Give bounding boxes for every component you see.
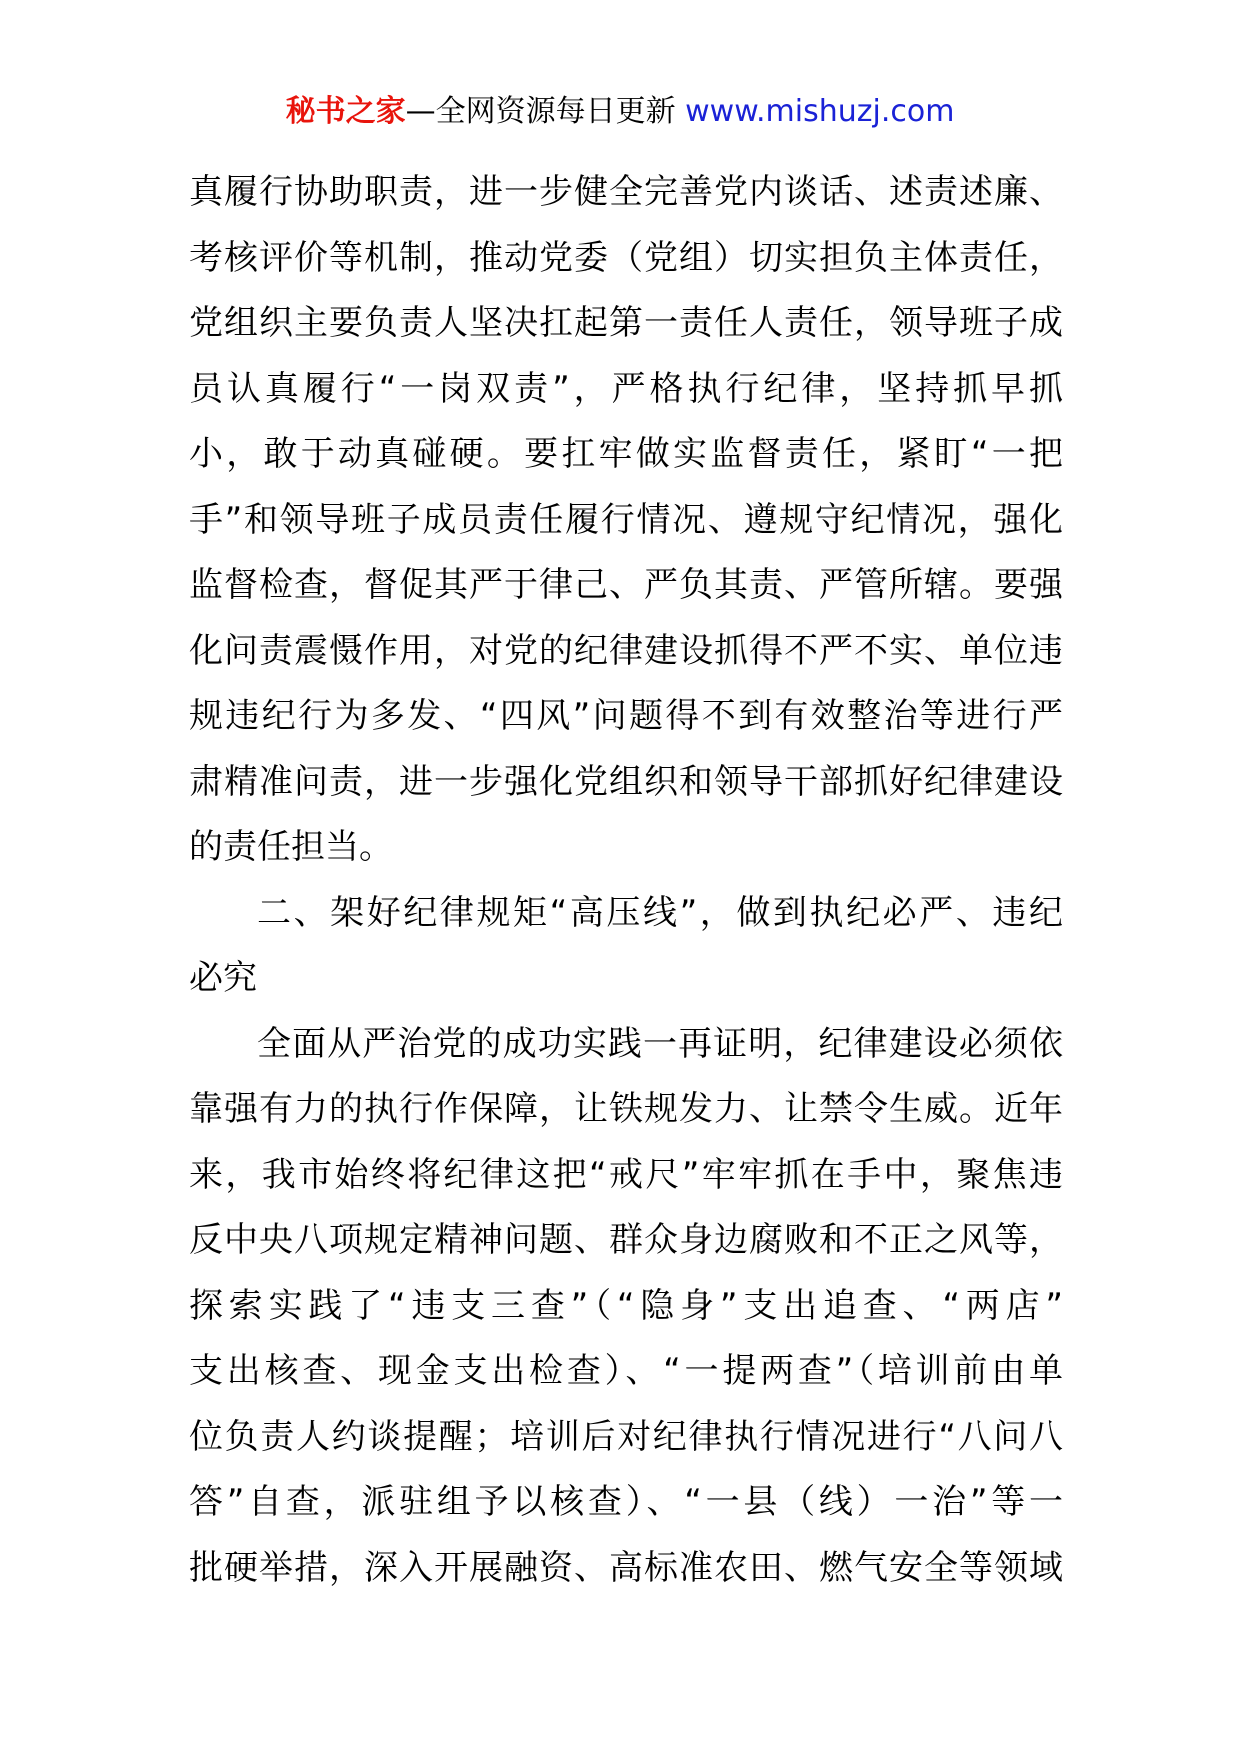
site-url-link[interactable]: www.mishuzj.com <box>685 94 955 129</box>
text-line: 规违纪行为多发、“四风”问题得不到有效整治等进行严 <box>189 696 1063 736</box>
section-heading-line: 二、架好纪律规矩“高压线”，做到执纪必严、违纪 <box>257 892 1063 933</box>
text-line: 党组织主要负责人坚决扛起第一责任人责任，领导班子成 <box>189 303 1063 343</box>
text-line: 全面从严治党的成功实践一再证明，纪律建设必须依 <box>257 1023 1063 1064</box>
text-line: 小，敢于动真碰硬。要扛牢做实监督责任，紧盯“一把 <box>189 434 1063 474</box>
text-line: 反中央八项规定精神问题、群众身边腐败和不正之风等， <box>189 1220 1063 1260</box>
text-line: 真履行协助职责，进一步健全完善党内谈话、述责述廉、 <box>189 172 1063 212</box>
text-line: 肃精准问责，进一步强化党组织和领导干部抓好纪律建设 <box>189 761 1063 802</box>
text-line: 监督检查，督促其严于律己、严负其责、严管所辖。要强 <box>189 565 1063 605</box>
site-slogan: —全网资源每日更新 <box>405 94 676 129</box>
text-line: 化问责震慑作用，对党的纪律建设抓得不严不实、单位违 <box>189 630 1063 671</box>
document-body <box>189 160 1063 1601</box>
text-line: 探索实践了“违支三查”（“隐身”支出追查、“两店” <box>189 1285 1063 1326</box>
text-line: 手”和领导班子成员责任履行情况、遵规守纪情况，强化 <box>189 499 1063 540</box>
text-line: 来，我市始终将纪律这把“戒尺”牢牢抓在手中，聚焦违 <box>189 1154 1063 1195</box>
text-line: 支出核查、现金支出检查）、“一提两查”（培训前由单 <box>189 1351 1063 1391</box>
text-line: 靠强有力的执行作保障，让铁规发力、让禁令生威。近年 <box>189 1089 1063 1129</box>
text-line: 的责任担当。 <box>189 827 393 867</box>
text-line: 批硬举措，深入开展融资、高标准农田、燃气安全等领域 <box>189 1547 1063 1588</box>
text-line: 员认真履行“一岗双责”，严格执行纪律，坚持抓早抓 <box>189 368 1063 409</box>
text-line: 考核评价等机制，推动党委（党组）切实担负主体责任， <box>189 237 1063 278</box>
text-line: 位负责人约谈提醒；培训后对纪律执行情况进行“八问八 <box>189 1416 1063 1457</box>
site-header <box>0 92 1240 132</box>
text-line: 答”自查，派驻组予以核查）、“一县（线）一治”等一 <box>189 1482 1063 1522</box>
site-brand: 秘书之家 <box>285 94 406 129</box>
section-heading-line: 必究 <box>189 958 257 998</box>
